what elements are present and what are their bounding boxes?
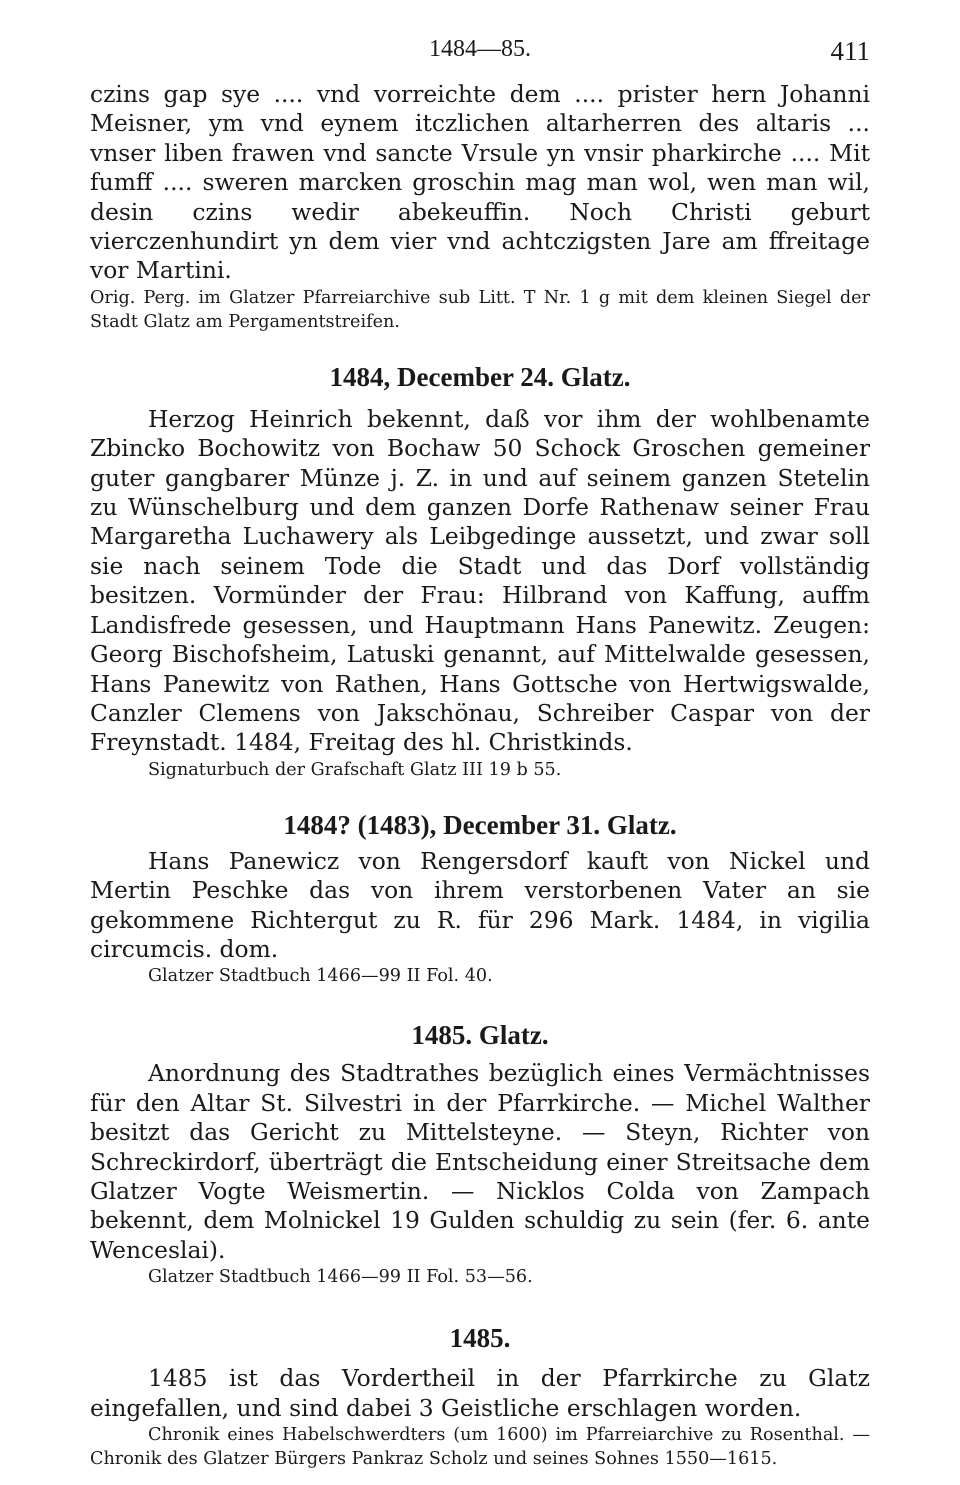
source-note: Glatzer Stadtbuch 1466—99 II Fol. 40. [148,966,493,987]
entry-text: Herzog Heinrich bekennt, daß vor ihm der wohlbenamte Zbincko Bochowitz von Bochaw 50 Schock Groschen gemeiner guter gangbarer Münze j. Z. in und auf seinem ganzen Stetelin zu Wünschelburg und dem ganzen Dorfe Rathenaw seiner Frau Margaretha Luchawery als Leibgedinge aussetzt, und zwar soll sie nach seinem Tode die Stadt und das Dorf vollständig besitzen. Vormünder der Frau: Hilbrand von Kaffung, auffm Landisfrede gesessen, und Hauptmann Hans Panewitz. Zeugen: Georg Bischofsheim, Latuski genannt, auf Mittelwalde gesessen, Hans Panewitz von Rathen, Hans Gottsche von Hertwigswalde, Canzler Clemens von Jakschönau, Schreiber Caspar von der Freynstadt. 1484, Freitag des hl. Christkinds. [90,404,870,757]
entry-heading: 1484, December 24. Glatz. [329,361,631,392]
entry-heading: 1484? (1483), December 31. Glatz. [283,809,677,840]
source-note: Signaturbuch der Grafschaft Glatz III 19 b 55. [148,759,562,780]
source-note: Orig. Perg. im Glatzer Pfarreiarchive sub Litt. T Nr. 1 g mit dem kleinen Siegel der Stadt Glatz am Pergamentstreifen. [90,287,870,332]
book-page [90,30,870,1471]
entry-text: Hans Panewicz von Rengersdorf kauft von Nickel und Mertin Peschke das von ihrem verstorbenen Vater an sie gekommene Richtergut zu R. für 296 Mark. 1484, in vigilia circumcis. dom. [90,846,870,963]
running-head [90,30,870,80]
entry-text: Anordnung des Stadtrathes bezüglich eines Vermächtnisses für den Altar St. Silvestri in der Pfarrkirche. — Michel Walther besitzt das Gericht zu Mittelsteyne. — Steyn, Richter von Schreckirdorf, überträgt die Entscheidung einer Streitsache dem Glatzer Vogte Weismertin. — Nicklos Colda von Zampach bekennt, dem Molnickel 19 Gulden schuldig zu sein (fer. 6. ante Wenceslai). [90,1059,870,1264]
entry-heading: 1485. Glatz. [411,1020,549,1051]
entry-heading: 1485. [449,1323,511,1354]
source-note: Glatzer Stadtbuch 1466—99 II Fol. 53—56. [148,1267,533,1288]
continued-document-text: czins gap sye .... vnd vorreichte dem .... prister hern Johanni Meisner, ym vnd eynem itczlichen altarherren des altaris ... vnser liben frawen vnd sancte Vrsule yn vnsir pharkirche .... Mit fumff .... sweren marcken groschin mag man wol, wen man wil, desin czins wedir abekeuffin. Noch Christi geburt vierczenhundirt yn dem vier vnd achtczigsten Jare am ffreitage vor Martini. [90,80,870,285]
entry-text: 1485 ist das Vordertheil in der Pfarrkirche zu Glatz eingefallen, und sind dabei 3 Geistliche erschlagen worden. [90,1364,870,1422]
source-note: Chronik eines Habelschwerdters (um 1600) im Pfarreiarchive zu Rosenthal. — Chronik des Glatzer Bürgers Pankraz Scholz und seines Sohnes 1550—1615. [90,1425,870,1469]
page-number: 411 [830,36,870,66]
running-head-years: 1484—85. [429,36,531,62]
